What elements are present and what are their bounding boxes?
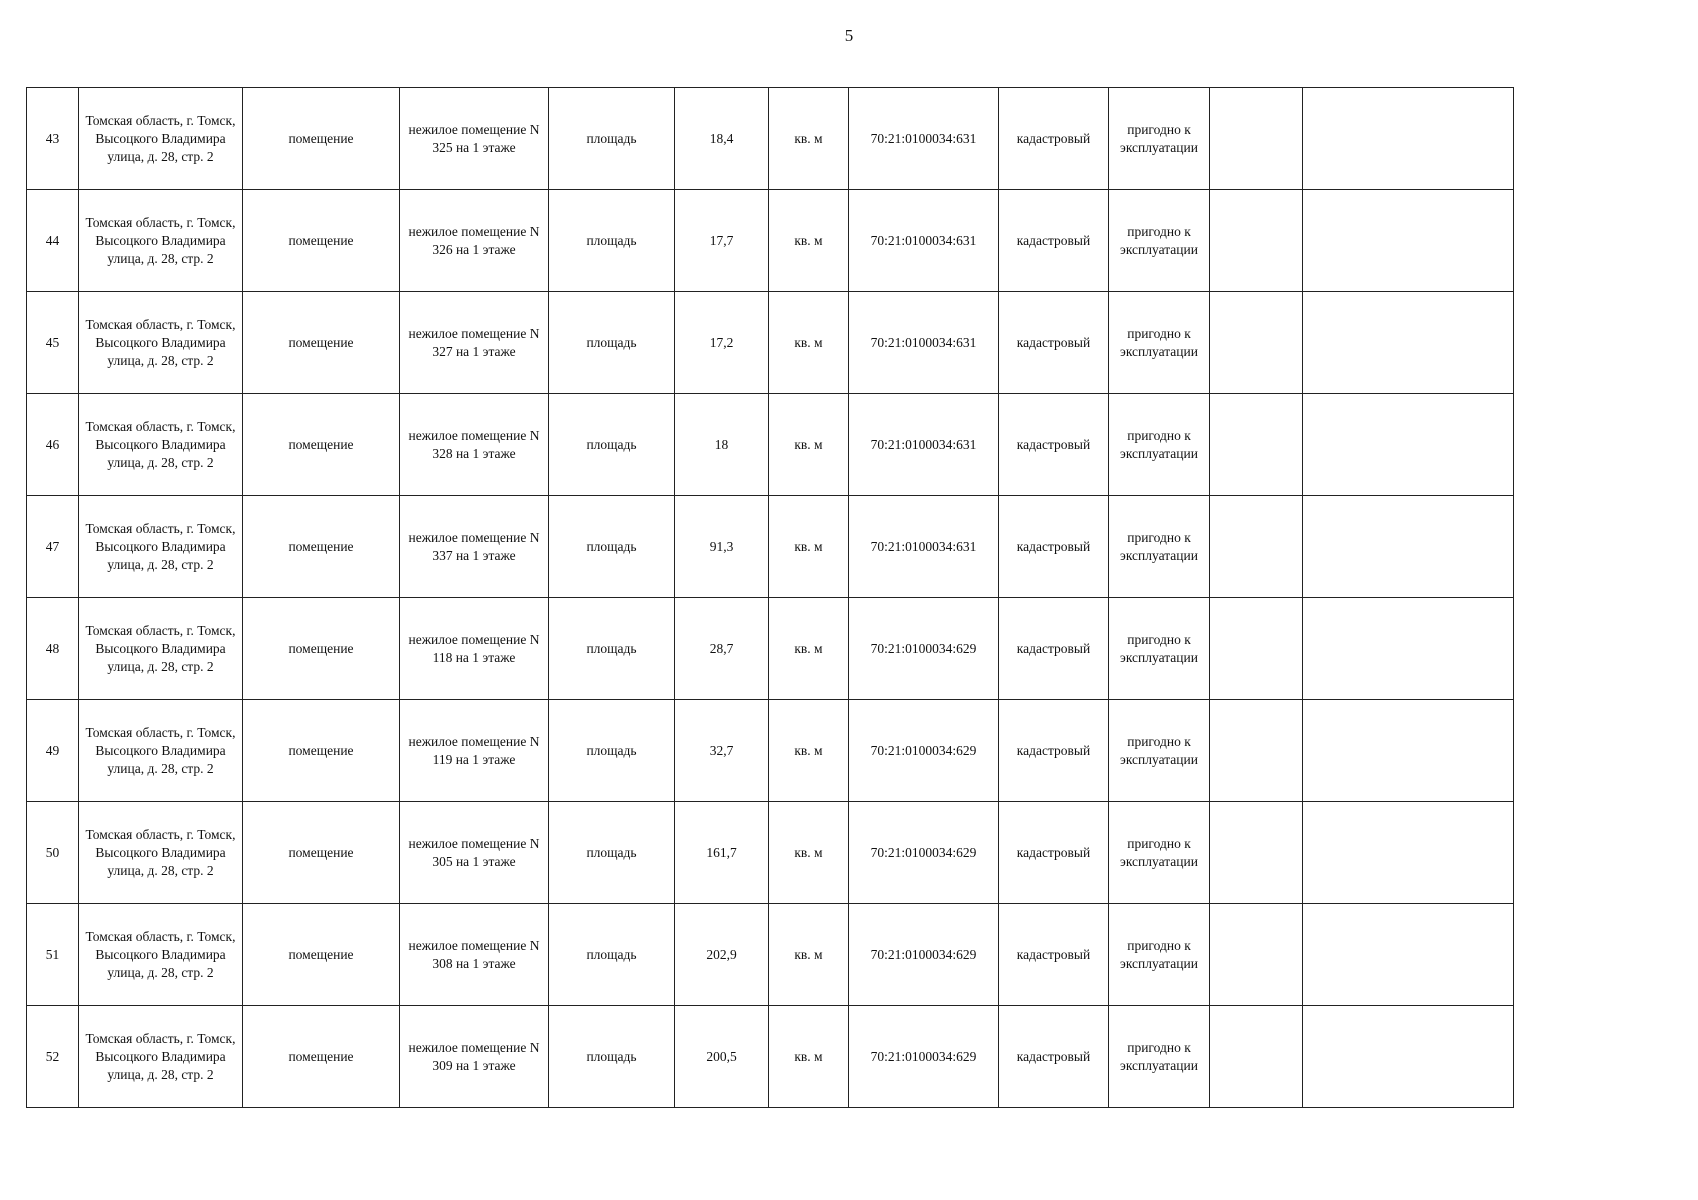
cadastral-number-cell: 70:21:0100034:629	[849, 598, 999, 700]
empty-cell	[1210, 802, 1303, 904]
cadastral-number-cell: 70:21:0100034:631	[849, 394, 999, 496]
empty-cell	[1303, 88, 1514, 190]
address-cell: Томская область, г. Томск, Высоцкого Владимира улица, д. 28, стр. 2	[79, 802, 243, 904]
cadastral-number-cell: 70:21:0100034:629	[849, 802, 999, 904]
measure-value-cell: 91,3	[675, 496, 769, 598]
condition-cell: пригодно к эксплуатации	[1109, 496, 1210, 598]
measure-type-cell: площадь	[549, 598, 675, 700]
object-type-cell: помещение	[243, 496, 400, 598]
address-cell: Томская область, г. Томск, Высоцкого Владимира улица, д. 28, стр. 2	[79, 394, 243, 496]
object-type-cell: помещение	[243, 394, 400, 496]
object-type-cell: помещение	[243, 292, 400, 394]
table-row	[27, 88, 1514, 190]
unit-cell: кв. м	[769, 190, 849, 292]
row-number-cell: 44	[27, 190, 79, 292]
row-number-cell: 47	[27, 496, 79, 598]
row-number-cell: 49	[27, 700, 79, 802]
measure-value-cell: 17,7	[675, 190, 769, 292]
condition-cell: пригодно к эксплуатации	[1109, 700, 1210, 802]
empty-cell	[1210, 88, 1303, 190]
measure-type-cell: площадь	[549, 292, 675, 394]
cadastral-number-cell: 70:21:0100034:629	[849, 904, 999, 1006]
object-type-cell: помещение	[243, 700, 400, 802]
object-name-cell: нежилое помещение N 325 на 1 этаже	[400, 88, 549, 190]
empty-cell	[1210, 496, 1303, 598]
row-number-cell: 46	[27, 394, 79, 496]
unit-cell: кв. м	[769, 394, 849, 496]
measure-type-cell: площадь	[549, 802, 675, 904]
object-name-cell: нежилое помещение N 305 на 1 этаже	[400, 802, 549, 904]
unit-cell: кв. м	[769, 292, 849, 394]
object-name-cell: нежилое помещение N 326 на 1 этаже	[400, 190, 549, 292]
empty-cell	[1303, 394, 1514, 496]
unit-cell: кв. м	[769, 1006, 849, 1108]
table-row	[27, 292, 1514, 394]
number-type-cell: кадастровый	[999, 496, 1109, 598]
cadastral-number-cell: 70:21:0100034:629	[849, 1006, 999, 1108]
measure-type-cell: площадь	[549, 496, 675, 598]
number-type-cell: кадастровый	[999, 292, 1109, 394]
empty-cell	[1303, 1006, 1514, 1108]
row-number-cell: 51	[27, 904, 79, 1006]
object-name-cell: нежилое помещение N 337 на 1 этаже	[400, 496, 549, 598]
empty-cell	[1303, 904, 1514, 1006]
object-name-cell: нежилое помещение N 327 на 1 этаже	[400, 292, 549, 394]
number-type-cell: кадастровый	[999, 88, 1109, 190]
unit-cell: кв. м	[769, 904, 849, 1006]
condition-cell: пригодно к эксплуатации	[1109, 394, 1210, 496]
empty-cell	[1303, 190, 1514, 292]
measure-value-cell: 202,9	[675, 904, 769, 1006]
row-number-cell: 48	[27, 598, 79, 700]
object-name-cell: нежилое помещение N 328 на 1 этаже	[400, 394, 549, 496]
cadastral-number-cell: 70:21:0100034:631	[849, 190, 999, 292]
number-type-cell: кадастровый	[999, 700, 1109, 802]
row-number-cell: 43	[27, 88, 79, 190]
measure-type-cell: площадь	[549, 88, 675, 190]
condition-cell: пригодно к эксплуатации	[1109, 904, 1210, 1006]
address-cell: Томская область, г. Томск, Высоцкого Владимира улица, д. 28, стр. 2	[79, 292, 243, 394]
unit-cell: кв. м	[769, 88, 849, 190]
measure-value-cell: 161,7	[675, 802, 769, 904]
address-cell: Томская область, г. Томск, Высоцкого Владимира улица, д. 28, стр. 2	[79, 496, 243, 598]
address-cell: Томская область, г. Томск, Высоцкого Владимира улица, д. 28, стр. 2	[79, 88, 243, 190]
object-type-cell: помещение	[243, 598, 400, 700]
table-row	[27, 598, 1514, 700]
number-type-cell: кадастровый	[999, 598, 1109, 700]
empty-cell	[1303, 598, 1514, 700]
cadastral-number-cell: 70:21:0100034:631	[849, 88, 999, 190]
object-type-cell: помещение	[243, 1006, 400, 1108]
measure-value-cell: 32,7	[675, 700, 769, 802]
condition-cell: пригодно к эксплуатации	[1109, 292, 1210, 394]
table-row	[27, 496, 1514, 598]
page-number: 5	[844, 26, 854, 45]
row-number-cell: 50	[27, 802, 79, 904]
measure-value-cell: 28,7	[675, 598, 769, 700]
empty-cell	[1210, 700, 1303, 802]
object-name-cell: нежилое помещение N 119 на 1 этаже	[400, 700, 549, 802]
condition-cell: пригодно к эксплуатации	[1109, 1006, 1210, 1108]
empty-cell	[1210, 904, 1303, 1006]
table-row	[27, 700, 1514, 802]
unit-cell: кв. м	[769, 802, 849, 904]
empty-cell	[1303, 496, 1514, 598]
unit-cell: кв. м	[769, 700, 849, 802]
number-type-cell: кадастровый	[999, 394, 1109, 496]
table-row	[27, 904, 1514, 1006]
address-cell: Томская область, г. Томск, Высоцкого Владимира улица, д. 28, стр. 2	[79, 1006, 243, 1108]
empty-cell	[1210, 394, 1303, 496]
row-number-cell: 45	[27, 292, 79, 394]
address-cell: Томская область, г. Томск, Высоцкого Владимира улица, д. 28, стр. 2	[79, 700, 243, 802]
measure-type-cell: площадь	[549, 904, 675, 1006]
empty-cell	[1210, 190, 1303, 292]
table-row	[27, 802, 1514, 904]
object-name-cell: нежилое помещение N 118 на 1 этаже	[400, 598, 549, 700]
address-cell: Томская область, г. Томск, Высоцкого Владимира улица, д. 28, стр. 2	[79, 598, 243, 700]
condition-cell: пригодно к эксплуатации	[1109, 190, 1210, 292]
table-body	[27, 88, 1514, 1108]
empty-cell	[1210, 1006, 1303, 1108]
object-name-cell: нежилое помещение N 309 на 1 этаже	[400, 1006, 549, 1108]
cadastral-number-cell: 70:21:0100034:629	[849, 700, 999, 802]
measure-value-cell: 18	[675, 394, 769, 496]
condition-cell: пригодно к эксплуатации	[1109, 88, 1210, 190]
number-type-cell: кадастровый	[999, 904, 1109, 1006]
table-row	[27, 190, 1514, 292]
unit-cell: кв. м	[769, 598, 849, 700]
measure-type-cell: площадь	[549, 700, 675, 802]
unit-cell: кв. м	[769, 496, 849, 598]
object-type-cell: помещение	[243, 904, 400, 1006]
object-type-cell: помещение	[243, 190, 400, 292]
property-registry-table	[26, 87, 1514, 1108]
empty-cell	[1303, 700, 1514, 802]
object-type-cell: помещение	[243, 802, 400, 904]
address-cell: Томская область, г. Томск, Высоцкого Владимира улица, д. 28, стр. 2	[79, 190, 243, 292]
measure-value-cell: 17,2	[675, 292, 769, 394]
table-row	[27, 394, 1514, 496]
address-cell: Томская область, г. Томск, Высоцкого Владимира улица, д. 28, стр. 2	[79, 904, 243, 1006]
empty-cell	[1303, 802, 1514, 904]
condition-cell: пригодно к эксплуатации	[1109, 802, 1210, 904]
empty-cell	[1210, 598, 1303, 700]
measure-type-cell: площадь	[549, 190, 675, 292]
table-row	[27, 1006, 1514, 1108]
measure-value-cell: 18,4	[675, 88, 769, 190]
number-type-cell: кадастровый	[999, 190, 1109, 292]
cadastral-number-cell: 70:21:0100034:631	[849, 292, 999, 394]
empty-cell	[1303, 292, 1514, 394]
number-type-cell: кадастровый	[999, 802, 1109, 904]
measure-type-cell: площадь	[549, 1006, 675, 1108]
empty-cell	[1210, 292, 1303, 394]
condition-cell: пригодно к эксплуатации	[1109, 598, 1210, 700]
measure-type-cell: площадь	[549, 394, 675, 496]
measure-value-cell: 200,5	[675, 1006, 769, 1108]
row-number-cell: 52	[27, 1006, 79, 1108]
cadastral-number-cell: 70:21:0100034:631	[849, 496, 999, 598]
object-type-cell: помещение	[243, 88, 400, 190]
number-type-cell: кадастровый	[999, 1006, 1109, 1108]
object-name-cell: нежилое помещение N 308 на 1 этаже	[400, 904, 549, 1006]
